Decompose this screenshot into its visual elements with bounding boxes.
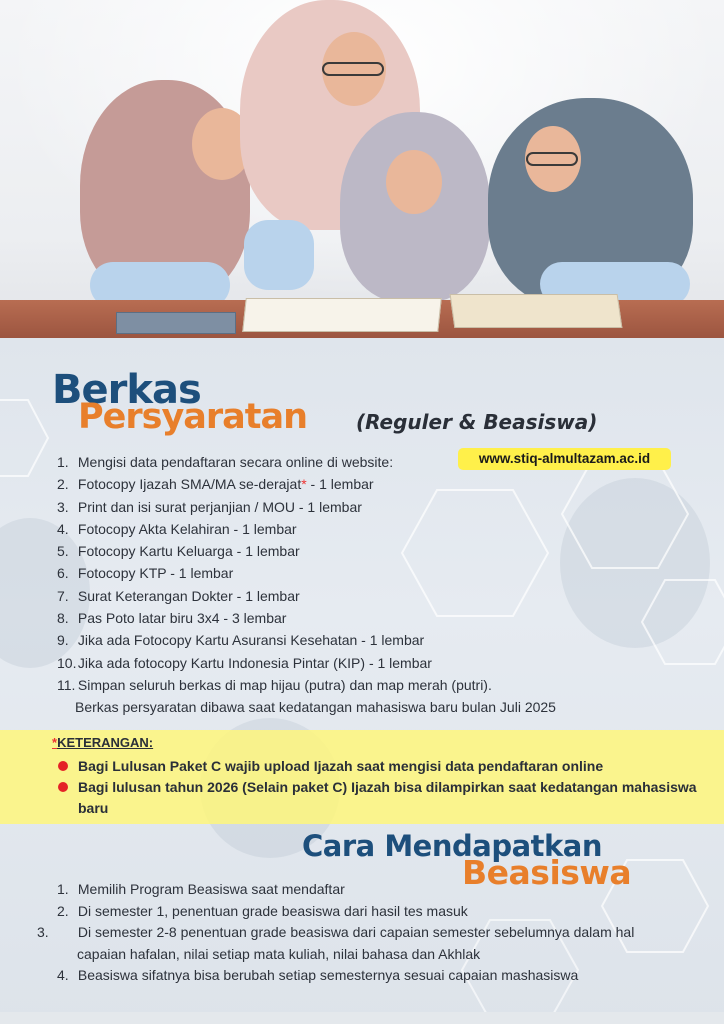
list-item xyxy=(57,965,697,987)
student-standing-glasses xyxy=(322,62,384,76)
item-number: 1. xyxy=(57,881,69,897)
list-item xyxy=(57,540,697,562)
item-number: 8. xyxy=(57,610,69,627)
list-item xyxy=(57,451,697,473)
student-standing-arm xyxy=(244,220,314,290)
scholarship-list xyxy=(37,879,697,987)
requirements-list xyxy=(57,451,697,718)
bottom-strip xyxy=(0,1012,724,1024)
item-text: Fotocopy Ijazah SMA/MA se-derajat xyxy=(77,476,302,493)
title-berkas: Berkas xyxy=(52,367,201,413)
scholarship-title-line2: Beasiswa xyxy=(462,853,632,892)
item-number: 4. xyxy=(57,520,69,537)
item-text: Di semester 2-8 penentuan grade beasiswa dari capaian semester sebelumnya dalam hal capaian hafalan, nilai setiap mata kuliah, nilai bahasa dan Akhlak xyxy=(77,924,635,962)
item-text: Pas Poto latar biru 3x4 - 3 lembar xyxy=(77,610,287,627)
item-text: Fotocopy KTP - 1 lembar xyxy=(77,565,234,582)
item-number: 4. xyxy=(57,967,69,983)
list-item xyxy=(57,585,697,607)
item-number: 9. xyxy=(57,632,69,649)
item-number: 2. xyxy=(57,902,69,919)
item-text: Jika ada fotocopy Kartu Indonesia Pintar (KIP) - 1 lembar xyxy=(77,654,432,671)
notebook xyxy=(116,312,236,334)
student-right-glasses xyxy=(526,152,578,166)
note-heading-text: KETERANGAN: xyxy=(57,735,154,750)
list-item xyxy=(57,607,697,629)
bullet-icon xyxy=(58,761,68,771)
title-subtitle: (Reguler & Beasiswa) xyxy=(356,410,598,434)
item-text: Fotocopy Akta Kelahiran - 1 lembar xyxy=(77,520,297,537)
item-number: 3. xyxy=(37,924,49,940)
list-item xyxy=(57,518,697,540)
open-book-right xyxy=(450,294,623,328)
list-item xyxy=(37,922,657,965)
item-number: 11. xyxy=(57,676,76,693)
item-text: Jika ada Fotocopy Kartu Asuransi Kesehatan - 1 lembar xyxy=(77,632,425,649)
website-url-badge[interactable]: www.stiq-almultazam.ac.id xyxy=(458,448,671,470)
item-text: Mengisi data pendaftaran secara online di website: xyxy=(77,454,394,470)
item-text: Di semester 1, penentuan grade beasiswa dari hasil tes masuk xyxy=(77,902,468,919)
list-item xyxy=(57,473,697,495)
item-number: 7. xyxy=(57,587,69,604)
item-text: Beasiswa sifatnya bisa berubah setiap semesternya sesuai capaian mashasiswa xyxy=(77,967,579,983)
asterisk-mark: * xyxy=(301,476,307,493)
note-item-text: Bagi lulusan tahun 2026 (Selain paket C) Ijazah bisa dilampirkan saat kedatangan mahasiswa baru xyxy=(78,779,697,816)
note-heading xyxy=(52,735,153,750)
item-number: 3. xyxy=(57,498,69,515)
note-item xyxy=(58,756,603,777)
item-number: 1. xyxy=(57,454,69,470)
item-number: 6. xyxy=(57,565,69,582)
list-item xyxy=(57,901,697,923)
item-text: Surat Keterangan Dokter - 1 lembar xyxy=(77,587,300,604)
asterisk-mark: * xyxy=(52,735,58,750)
list-item xyxy=(57,629,697,651)
title-persyaratan: Persyaratan xyxy=(78,397,308,437)
student-center-face xyxy=(386,150,442,214)
item-text-continued: Berkas persyaratan dibawa saat kedatangan mahasiswa baru bulan Juli 2025 xyxy=(75,698,556,715)
list-item xyxy=(57,652,697,674)
note-item-text: Bagi Lulusan Paket C wajib upload Ijazah saat mengisi data pendaftaran online xyxy=(78,758,604,774)
item-number: 10. xyxy=(57,654,77,671)
item-text: Simpan seluruh berkas di map hijau (putra) dan map merah (putri). xyxy=(77,676,492,693)
list-item xyxy=(57,879,697,901)
list-item xyxy=(57,562,697,584)
item-text: Fotocopy Kartu Keluarga - 1 lembar xyxy=(77,543,300,560)
scholarship-title-line1: Cara Mendapatkan xyxy=(302,829,603,863)
open-book-left xyxy=(242,298,442,332)
item-text: Memilih Program Beasiswa saat mendaftar xyxy=(77,881,345,897)
header-photo xyxy=(0,0,724,338)
note-item xyxy=(58,777,698,819)
list-item xyxy=(57,496,697,518)
list-item xyxy=(57,674,697,718)
item-number: 5. xyxy=(57,543,69,560)
item-number: 2. xyxy=(57,476,69,493)
bullet-icon xyxy=(58,782,68,792)
item-text: - 1 lembar xyxy=(306,476,374,493)
hexagon-decoration xyxy=(0,398,50,478)
item-text: Print dan isi surat perjanjian / MOU - 1 lembar xyxy=(77,498,362,515)
